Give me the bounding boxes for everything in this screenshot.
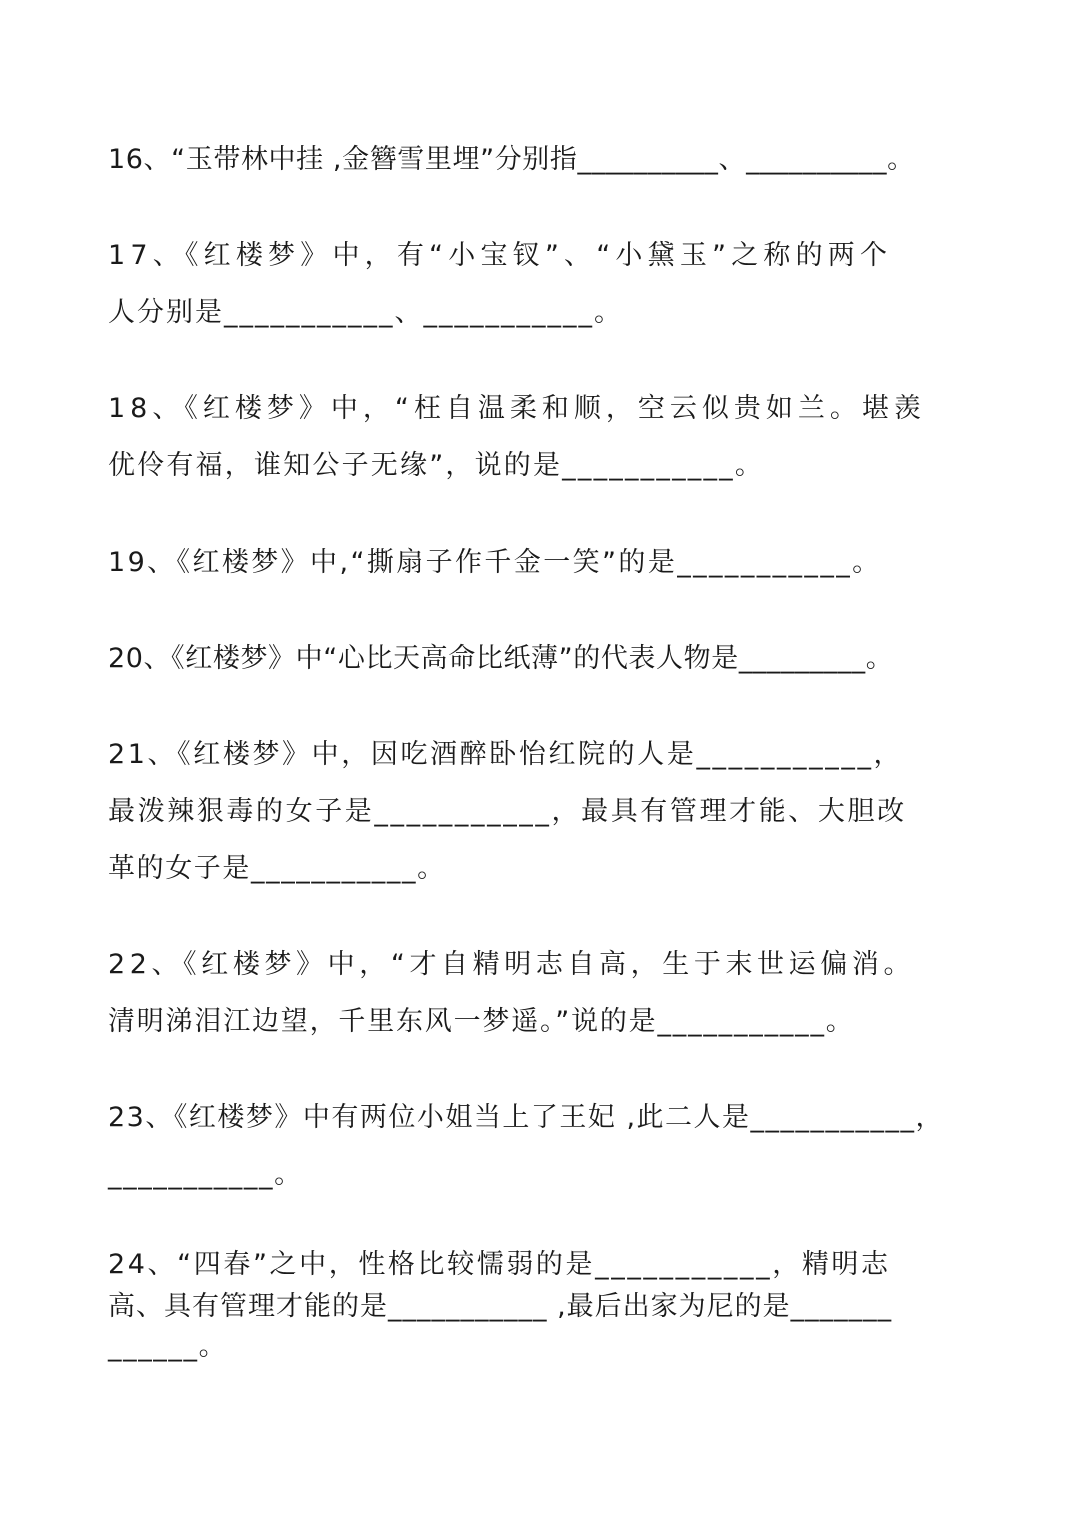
question-24-line-3: ______。 [108, 1331, 228, 1362]
question-18-line-2: 优伶有福，谁知公子无缘”，说的是___________。 [108, 450, 765, 481]
question-23-line-1: 23、《红楼梦》中有两位小姐当上了王妃 ,此二人是___________， [108, 1102, 945, 1133]
question-16-line-1: 16、“玉带林中挂 ,金簪雪里埋”分别指__________、__________。 [108, 144, 915, 175]
question-18-line-1: 18、《红楼梦》中，“枉自温柔和顺，空云似贵如兰。堪羡 [108, 393, 926, 424]
question-17-line-1: 17、《红楼梦》中，有“小宝钗”、“小黛玉”之称的两个 [108, 240, 893, 271]
question-21-line-2: 最泼辣狠毒的女子是___________，最具有管理才能、大胆改 [108, 796, 907, 827]
question-24-line-2: 高、具有管理才能的是___________ ,最后出家为尼的是_______ [108, 1291, 893, 1322]
question-22-line-1: 22、《红楼梦》中，“才自精明志自高，生于末世运偏消。 [108, 949, 916, 980]
question-20-line-1: 20、《红楼梦》中“心比天高命比纸薄”的代表人物是_________。 [108, 643, 894, 674]
question-24-line-1: 24、“四春”之中，性格比较懦弱的是___________，精明志 [108, 1249, 891, 1280]
question-21-line-1: 21、《红楼梦》中，因吃酒醉卧怡红院的人是___________， [108, 739, 904, 770]
question-22-line-2: 清明涕泪江边望，千里东风一梦遥。”说的是___________。 [108, 1006, 855, 1037]
question-17-line-2: 人分别是___________、___________。 [108, 297, 623, 328]
question-19-line-1: 19、《红楼梦》中,“撕扇子作千金一笑”的是___________。 [108, 547, 882, 578]
question-23-line-2: ___________。 [108, 1159, 303, 1190]
question-21-line-3: 革的女子是___________。 [108, 853, 446, 884]
